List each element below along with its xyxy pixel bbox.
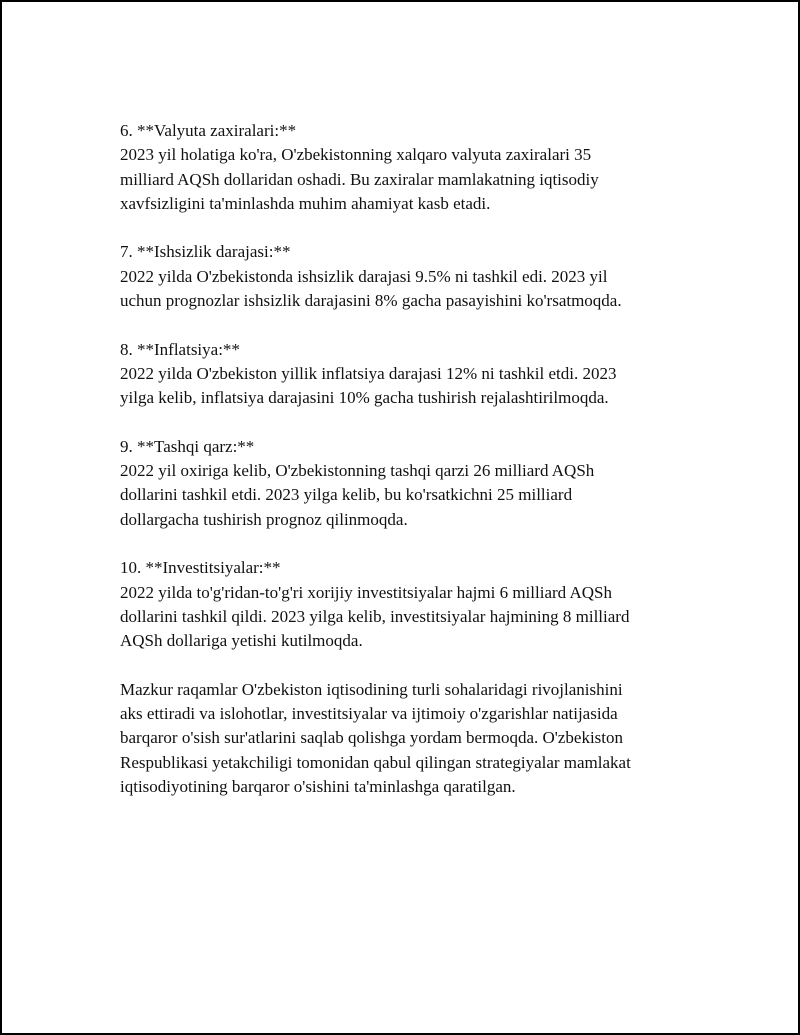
section-valyuta-zaxiralari xyxy=(120,119,700,216)
section-paragraph: 2022 yilda O'zbekiston yillik inflatsiya darajasi 12% ni tashkil etdi. 2023 yilga kelib, inflatsiya darajasini 10% gacha tushirish rejalashtirilmoqda. xyxy=(120,363,617,408)
section-heading: 7. **Ishsizlik darajasi:** xyxy=(120,242,291,262)
document-body xyxy=(120,119,700,799)
section-paragraph: 2023 yil holatiga ko'ra, O'zbekistonning xalqaro valyuta zaxiralari 35 milliard AQSh dollaridan oshadi. Bu zaxiralar mamlakatning iqtisodiy xavfsizligini ta'minlashda muhim ahamiyat kasb etadi. xyxy=(120,145,599,213)
section-heading: 9. **Tashqi qarz:** xyxy=(120,436,255,456)
section-paragraph: 2022 yilda O'zbekistonda ishsizlik darajasi 9.5% ni tashkil edi. 2023 yil uchun prognozlar ishsizlik darajasini 8% gacha pasayishini ko'rsatmoqda. xyxy=(120,266,622,311)
section-paragraph: 2022 yilda to'g'ridan-to'g'ri xorijiy investitsiyalar hajmi 6 milliard AQSh dollarini tashkil qildi. 2023 yilga kelib, investitsiyalar hajmining 8 milliard AQSh dollariga yetishi kutilmoqda. xyxy=(120,582,630,651)
section-heading: 10. **Investitsiyalar:** xyxy=(120,558,281,578)
section-heading: 6. **Valyuta zaxiralari:** xyxy=(120,121,297,140)
section-tashqi-qarz xyxy=(120,435,700,532)
section-heading: 8. **Inflatsiya:** xyxy=(120,339,240,359)
section-investitsiyalar xyxy=(120,556,700,653)
section-inflatsiya xyxy=(120,338,700,411)
conclusion-paragraph: Mazkur raqamlar O'zbekiston iqtisodining turli sohalaridagi rivojlanishini aks ettiradi va islohotlar, investitsiyalar va ijtimoiy o'zgarishlar natijasida barqaror o'sish sur'atlarini saqlab qolishga yordam bermoqda. O'zbekiston Respublikasi yetakchiligi tomonidan qabul qilingan strategiyalar mamlakat iqtisodiyotining barqaror o'sishini ta'minlashga qaratilgan. xyxy=(120,679,631,797)
section-paragraph: 2022 yil oxiriga kelib, O'zbekistonning tashqi qarzi 26 milliard AQSh dollarini tashkil etdi. 2023 yilga kelib, bu ko'rsatkichni 25 milliard dollargacha tushirish prognoz qilinmoqda. xyxy=(120,461,595,529)
section-ishsizlik-darajasi xyxy=(120,240,700,313)
